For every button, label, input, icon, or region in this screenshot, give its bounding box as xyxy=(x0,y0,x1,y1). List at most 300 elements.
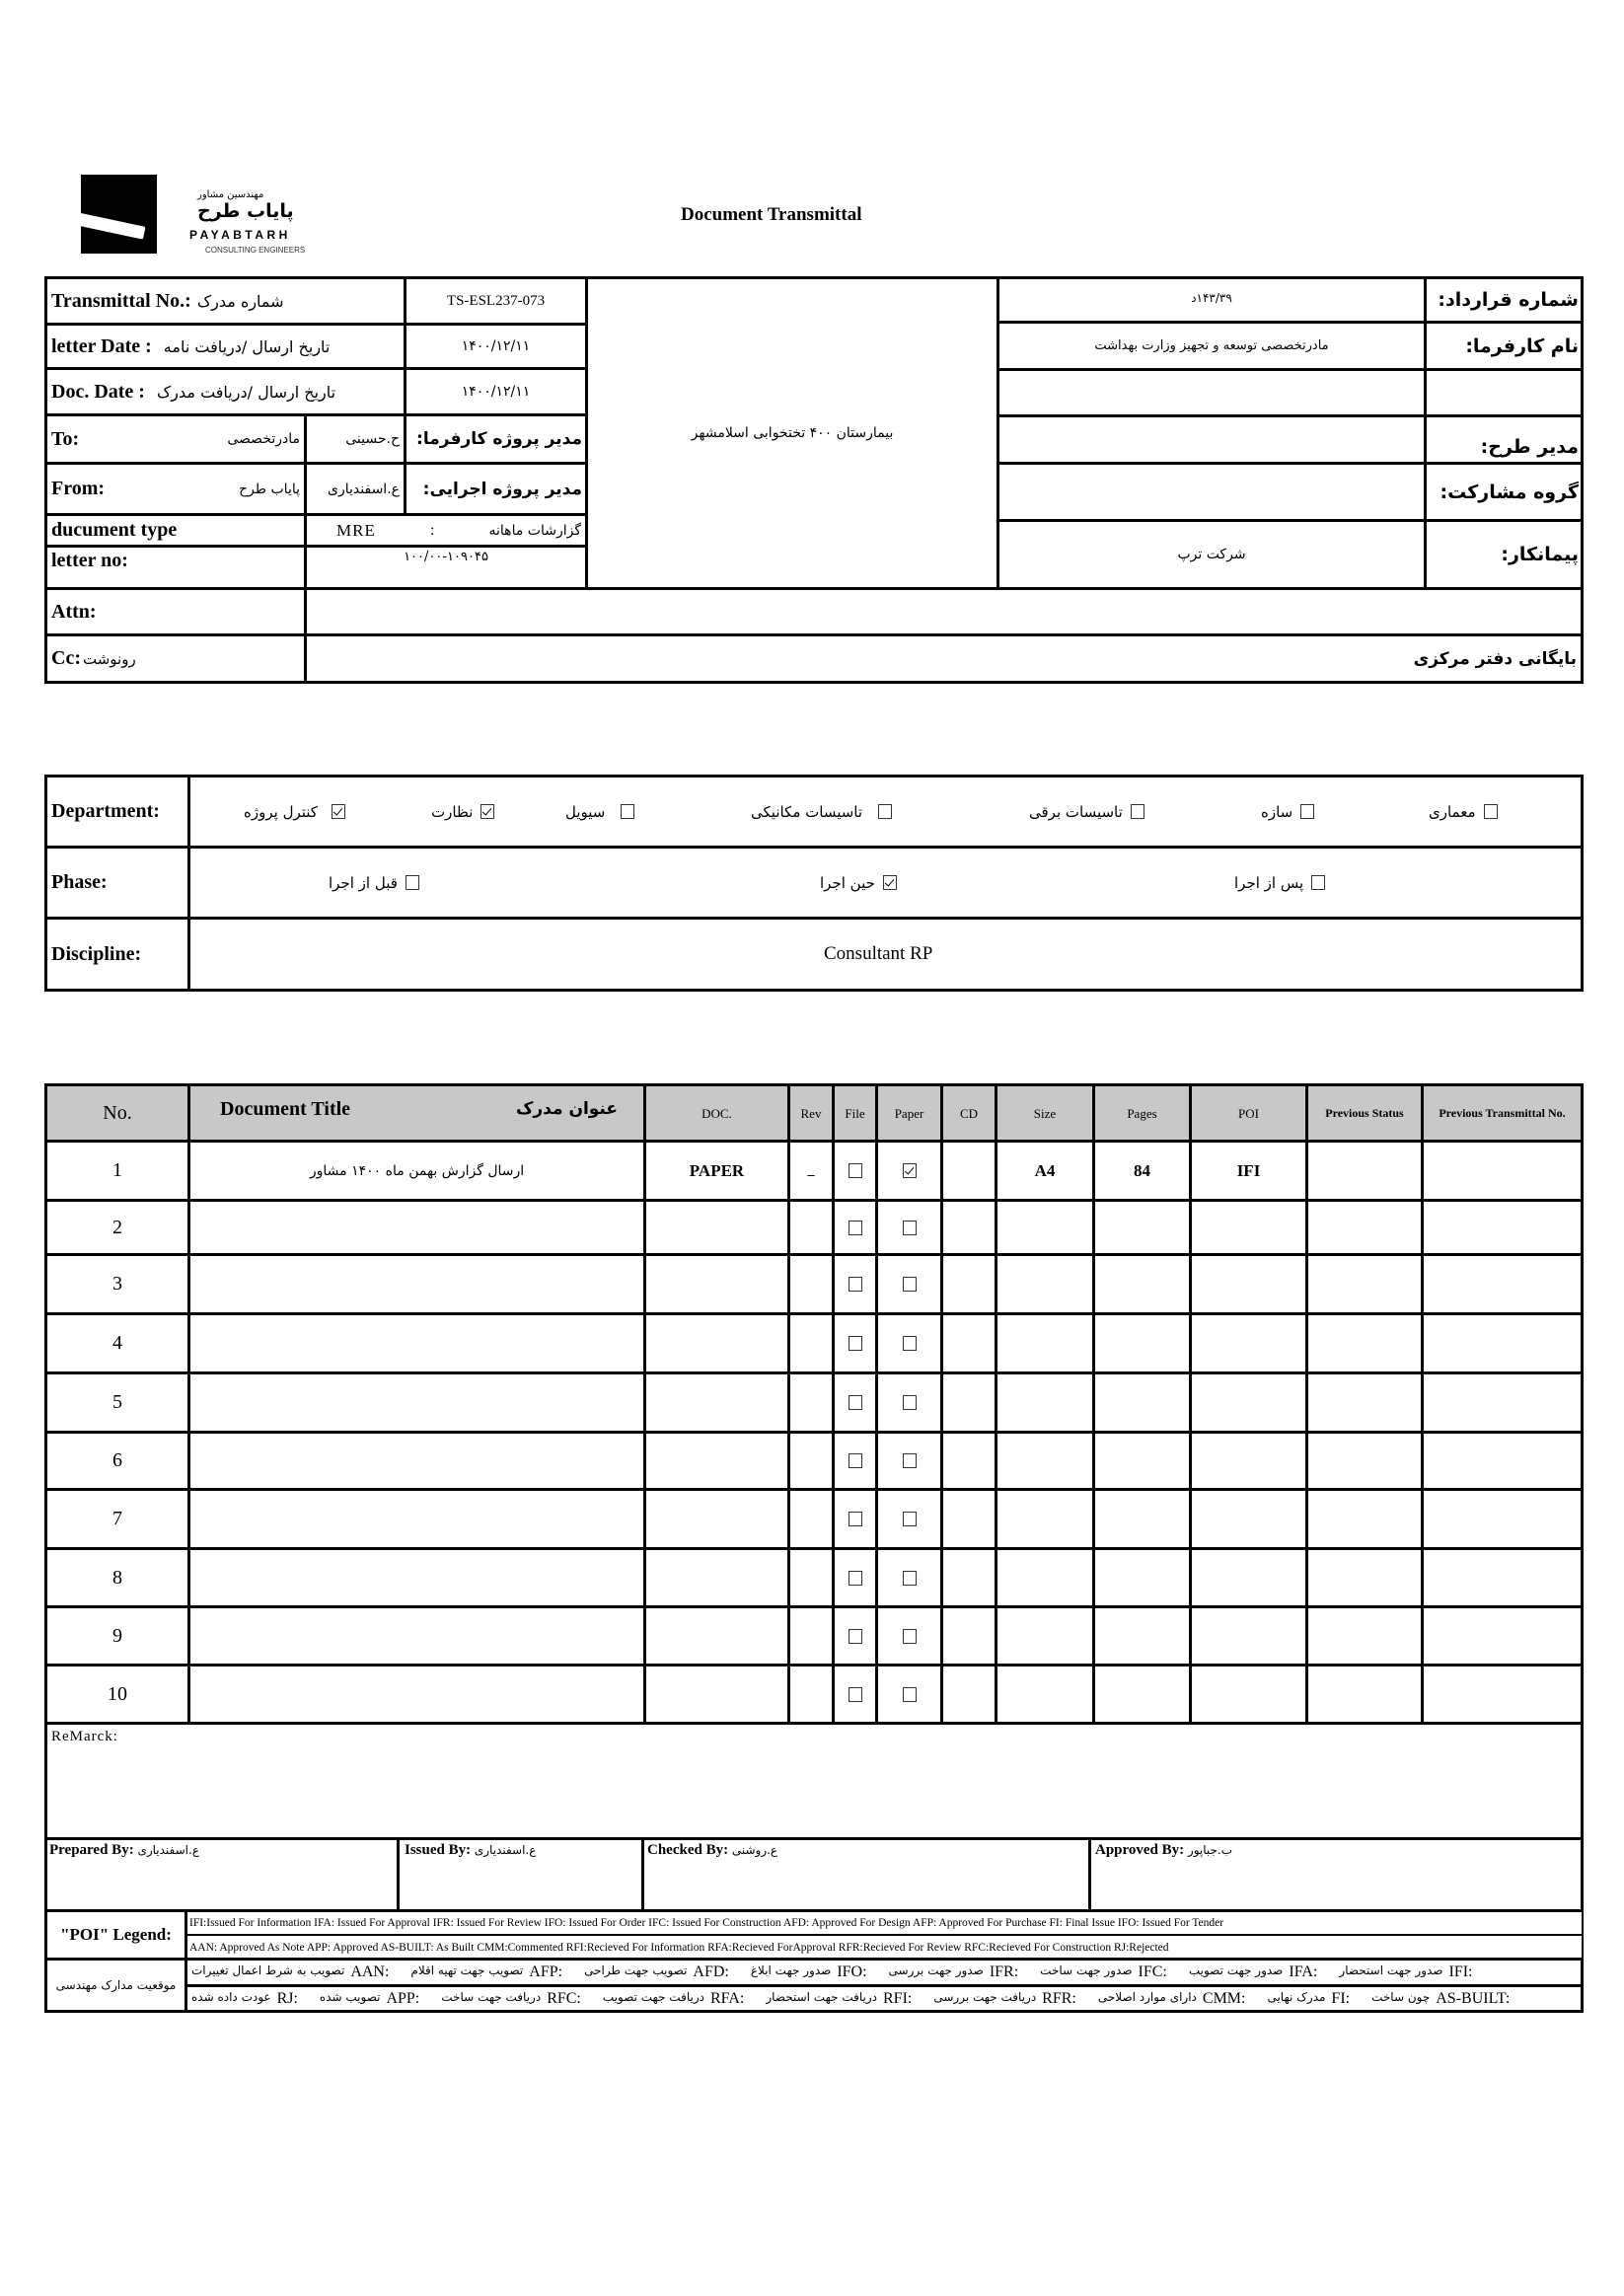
checkbox[interactable] xyxy=(849,1687,862,1702)
issued-by-label: Issued By: xyxy=(405,1842,472,1858)
prev-status-cell[interactable] xyxy=(1305,1140,1424,1202)
label: Attn: xyxy=(51,600,97,623)
to-role-label: مدیر پروژه کارفرما: xyxy=(416,429,582,449)
document-title-cell[interactable] xyxy=(187,1312,646,1374)
row-number: 3 xyxy=(44,1253,190,1315)
company-logo-mark xyxy=(81,175,157,254)
checked-by-label: Checked By: xyxy=(647,1842,729,1858)
cd-cell[interactable] xyxy=(940,1605,997,1666)
employer-value: مادرتخصصی توسعه و تجهیز وزارت بهداشت xyxy=(997,321,1427,371)
divider xyxy=(1088,1837,1091,1911)
size-cell[interactable] xyxy=(995,1371,1095,1434)
from-org: پایاب طرح xyxy=(239,481,300,497)
column-header-paper: Paper xyxy=(875,1083,943,1143)
prev-transmittal-cell[interactable] xyxy=(1421,1488,1584,1550)
size-cell[interactable] xyxy=(995,1605,1095,1666)
prev-transmittal-cell[interactable] xyxy=(1421,1253,1584,1315)
option-label: پس از اجرا xyxy=(1234,873,1304,892)
paper-checkbox-cell[interactable] xyxy=(875,1312,943,1374)
dept-option-electrical[interactable] xyxy=(1029,803,1144,821)
doc-cell[interactable] xyxy=(643,1605,790,1666)
size-cell[interactable] xyxy=(995,1199,1095,1256)
checkbox[interactable] xyxy=(903,1277,917,1292)
checkbox-checked[interactable] xyxy=(480,804,494,819)
document-title-cell[interactable] xyxy=(187,1431,646,1491)
cd-cell[interactable] xyxy=(940,1547,997,1608)
rev-cell[interactable]: _ xyxy=(787,1140,835,1202)
document-title-cell[interactable] xyxy=(187,1664,646,1725)
legend-text: صدور جهت تصویب xyxy=(1188,1963,1284,1977)
checkbox[interactable] xyxy=(903,1571,917,1586)
size-cell[interactable] xyxy=(995,1664,1095,1725)
doc-type-fa: گزارشات ماهانه xyxy=(488,522,581,539)
document-title-cell[interactable] xyxy=(187,1199,646,1256)
label: گروه مشارکت: xyxy=(1439,481,1579,503)
checkbox[interactable] xyxy=(1300,804,1314,819)
discipline-label xyxy=(44,917,190,992)
rev-cell[interactable] xyxy=(787,1371,835,1434)
dept-option-project-control[interactable] xyxy=(244,803,345,821)
document-title-cell[interactable] xyxy=(187,1605,646,1666)
checkbox[interactable] xyxy=(1484,804,1498,819)
poi-legend-line1 xyxy=(185,1909,1584,1936)
from-person-name: ع.اسفندیاری xyxy=(328,481,400,497)
row-number: 10 xyxy=(44,1664,190,1725)
checkbox[interactable] xyxy=(903,1336,917,1351)
prev-transmittal-cell[interactable] xyxy=(1421,1140,1584,1202)
prepared-by-name: ع.اسفندیاری xyxy=(137,1843,199,1857)
pages-cell[interactable] xyxy=(1092,1199,1192,1256)
page-title: Document Transmittal xyxy=(681,204,862,225)
from-label: From: xyxy=(51,478,106,499)
legend-entry xyxy=(320,1990,419,2008)
pages-cell[interactable] xyxy=(1092,1605,1192,1666)
legend-text: صدور جهت ابلاغ xyxy=(750,1963,832,1977)
poi-cell[interactable] xyxy=(1189,1199,1308,1256)
checkbox[interactable] xyxy=(878,804,892,819)
file-checkbox-cell[interactable] xyxy=(832,1605,878,1666)
legend-code: AFP: xyxy=(529,1963,563,1980)
logo-fa-subtitle: مهندسین مشاور xyxy=(197,189,264,200)
checkbox-checked[interactable] xyxy=(903,1163,917,1178)
remark-box[interactable] xyxy=(44,1722,1584,1840)
legend-code: RFA: xyxy=(709,1989,745,2007)
legend-text: عودت داده شده xyxy=(191,1989,271,2004)
file-checkbox-cell[interactable] xyxy=(832,1547,878,1608)
paper-checkbox-cell[interactable] xyxy=(875,1605,943,1666)
column-header-prev-status: Previous Status xyxy=(1305,1083,1424,1143)
legend-code: RFC: xyxy=(547,1989,581,2007)
document-type-label xyxy=(44,513,307,548)
label: Phase: xyxy=(51,871,108,893)
checkbox[interactable] xyxy=(849,1629,862,1644)
letter-date-value: ۱۴۰۰/۱۲/۱۱ xyxy=(404,323,588,370)
legend-code: IFR: xyxy=(989,1963,1019,1980)
doc-cell[interactable] xyxy=(643,1253,790,1315)
size-cell[interactable] xyxy=(995,1431,1095,1491)
paper-checkbox-cell[interactable] xyxy=(875,1431,943,1491)
paper-checkbox-cell[interactable] xyxy=(875,1664,943,1725)
divider xyxy=(641,1837,644,1911)
option-label: تاسیسات مکانیکی xyxy=(751,802,863,821)
poi-cell[interactable] xyxy=(1189,1431,1308,1491)
poi-legend-line2 xyxy=(185,1934,1584,1961)
pages-cell[interactable] xyxy=(1092,1312,1192,1374)
size-cell[interactable] xyxy=(995,1547,1095,1608)
document-title-cell[interactable] xyxy=(187,1371,646,1434)
title-en: Document Title xyxy=(220,1097,351,1120)
checkbox[interactable] xyxy=(1311,875,1325,890)
legend-entry xyxy=(603,1990,744,2008)
letter-no-label xyxy=(44,545,307,590)
doc-cell[interactable] xyxy=(643,1199,790,1256)
prepared-by xyxy=(49,1842,199,1859)
paper-checkbox-cell[interactable] xyxy=(875,1253,943,1315)
paper-checkbox-cell[interactable] xyxy=(875,1488,943,1550)
department-options xyxy=(187,775,1584,849)
logo-fa-name: پایاب طرح xyxy=(197,200,294,222)
prev-status-cell[interactable] xyxy=(1305,1431,1424,1491)
legend-entry xyxy=(933,1990,1076,2008)
doc-type-sep: : xyxy=(429,521,435,539)
partnership-value xyxy=(997,462,1427,522)
prev-transmittal-cell[interactable] xyxy=(1421,1431,1584,1491)
legend-code: RFR: xyxy=(1042,1989,1076,2007)
doc-cell[interactable] xyxy=(643,1547,790,1608)
poi-cell[interactable] xyxy=(1189,1253,1308,1315)
rev-cell[interactable] xyxy=(787,1664,835,1725)
doc-cell[interactable] xyxy=(643,1431,790,1491)
dept-option-structure[interactable] xyxy=(1261,803,1314,821)
cd-cell[interactable] xyxy=(940,1431,997,1491)
file-checkbox-cell[interactable] xyxy=(832,1431,878,1491)
column-header-no: No. xyxy=(44,1083,190,1143)
size-cell[interactable] xyxy=(995,1253,1095,1315)
letter-no-value: ۱۰۰/۰۰-۱۰۹۰۴۵ xyxy=(304,545,588,590)
to-person-name: ح.حسینی xyxy=(345,431,400,447)
legend-text: تصویب جهت طراحی xyxy=(584,1963,688,1977)
legend-entry xyxy=(1371,1990,1510,2008)
checkbox[interactable] xyxy=(849,1221,862,1235)
pages-cell[interactable] xyxy=(1092,1488,1192,1550)
checkbox[interactable] xyxy=(849,1163,862,1178)
approved-by-label: Approved By: xyxy=(1095,1842,1185,1858)
transmittal-no-value: TS-ESL237-073 xyxy=(404,276,588,326)
dept-option-mechanical[interactable] xyxy=(751,803,892,821)
legend-text: IFI:Issued For Information IFA: Issued For Approval IFR: Issued For Review IFO: Issued For Order IFC: Issued For Construction AFD: Approved For Design AFP: Approved For Purchase FI: Final Issue IFO: Issued For Tender xyxy=(189,1916,1224,1929)
to-person xyxy=(304,413,406,465)
label: پیمانکار: xyxy=(1501,544,1579,565)
letter-date-label xyxy=(44,323,406,370)
document-title-cell[interactable] xyxy=(187,1547,646,1608)
poi-cell[interactable] xyxy=(1189,1371,1308,1434)
contract-no-value: ۱۴۳/۳۹د xyxy=(997,276,1427,324)
legend-code: IFA: xyxy=(1289,1963,1318,1980)
paper-checkbox-cell[interactable] xyxy=(875,1371,943,1434)
logo-en-subtitle: CONSULTING ENGINEERS xyxy=(205,246,306,255)
poi-cell[interactable]: IFI xyxy=(1189,1140,1308,1202)
checkbox[interactable] xyxy=(903,1629,917,1644)
row-number: 7 xyxy=(44,1488,190,1550)
doc-cell[interactable] xyxy=(643,1312,790,1374)
prepared-by-label: Prepared By: xyxy=(49,1842,134,1858)
column-header-cd: CD xyxy=(940,1083,997,1143)
legend-text: دارای موارد اصلاحی xyxy=(1097,1989,1197,2004)
row-number: 6 xyxy=(44,1431,190,1491)
legend-code: IFC: xyxy=(1138,1963,1167,1980)
pages-cell[interactable] xyxy=(1092,1547,1192,1608)
file-checkbox-cell[interactable] xyxy=(832,1371,878,1434)
legend-entry xyxy=(191,1963,389,1981)
phase-options xyxy=(187,846,1584,920)
pages-cell[interactable] xyxy=(1092,1664,1192,1725)
column-header-size: Size xyxy=(995,1083,1095,1143)
size-cell[interactable] xyxy=(995,1312,1095,1374)
label: مدیر طرح: xyxy=(1480,435,1579,458)
paper-checkbox-cell[interactable] xyxy=(875,1199,943,1256)
doc-type-code: MRE xyxy=(336,520,376,540)
doc-date-value: ۱۴۰۰/۱۲/۱۱ xyxy=(404,367,588,416)
legend-code: AS-BUILT: xyxy=(1436,1989,1511,2007)
legend-entry xyxy=(410,1963,562,1981)
dept-option-supervision[interactable] xyxy=(431,803,494,821)
cc-recipient: بایگانی دفتر مرکزی xyxy=(1413,648,1577,669)
contractor-label xyxy=(1424,519,1584,590)
checkbox[interactable] xyxy=(406,875,419,890)
doc-date-label xyxy=(44,367,406,416)
legend-text: صدور جهت بررسی xyxy=(888,1963,984,1977)
divider xyxy=(1581,1837,1584,1911)
legend-text: دریافت جهت استحضار xyxy=(766,1989,877,2004)
option-label: قبل از اجرا xyxy=(329,873,398,892)
label-en: Cc: xyxy=(51,647,81,669)
size-cell[interactable]: A4 xyxy=(995,1140,1095,1202)
label-fa: تاریخ ارسال /دریافت نامه xyxy=(163,336,331,356)
fa-legend-label xyxy=(44,1958,187,2013)
to-row xyxy=(44,413,307,465)
checkbox[interactable] xyxy=(849,1277,862,1292)
cd-cell[interactable] xyxy=(940,1371,997,1434)
prev-transmittal-cell[interactable] xyxy=(1421,1547,1584,1608)
project-name: بیمارستان ۴۰۰ تختخوابی اسلامشهر xyxy=(585,276,999,590)
doc-cell[interactable] xyxy=(643,1371,790,1434)
option-label: حین اجرا xyxy=(820,873,875,892)
file-checkbox-cell[interactable] xyxy=(832,1488,878,1550)
label-en: letter Date : xyxy=(51,334,152,357)
option-label: تاسیسات برقی xyxy=(1029,802,1123,821)
label: موقعیت مدارک مهندسی xyxy=(55,1978,177,1992)
pages-cell[interactable] xyxy=(1092,1253,1192,1315)
prev-status-cell[interactable] xyxy=(1305,1312,1424,1374)
cd-cell[interactable] xyxy=(940,1140,997,1202)
prev-status-cell[interactable] xyxy=(1305,1664,1424,1725)
blank-row-label xyxy=(1424,368,1584,417)
checkbox[interactable] xyxy=(903,1453,917,1468)
option-label: کنترل پروژه xyxy=(244,802,318,821)
prev-status-cell[interactable] xyxy=(1305,1605,1424,1666)
discipline-value: Consultant RP xyxy=(187,917,1584,992)
rev-cell[interactable] xyxy=(787,1488,835,1550)
prev-transmittal-cell[interactable] xyxy=(1421,1199,1584,1256)
row-number: 4 xyxy=(44,1312,190,1374)
label: Discipline: xyxy=(51,942,142,965)
from-role xyxy=(404,462,588,516)
label-fa: رونوشت xyxy=(82,649,136,668)
legend-text: صدور جهت استحضار xyxy=(1339,1963,1443,1977)
legend-code: AFD: xyxy=(693,1963,729,1980)
phase-option-during[interactable] xyxy=(820,874,897,892)
legend-code: RJ: xyxy=(276,1989,298,2007)
from-row xyxy=(44,462,307,516)
column-header-prev-transmittal: Previous Transmittal No. xyxy=(1421,1083,1584,1143)
document-title-cell[interactable] xyxy=(187,1253,646,1315)
legend-code: CMM: xyxy=(1202,1989,1246,2007)
legend-text: AAN: Approved As Note APP: Approved AS-BUILT: As Built CMM:Commented RFI:Recieved For Information RFA:Recieved ForApproval RFR:Recieved For Review RFC:Recieved For Construction RJ:Rejected xyxy=(189,1941,1169,1954)
checkbox[interactable] xyxy=(849,1512,862,1526)
rev-cell[interactable] xyxy=(787,1431,835,1491)
label-en: letter no: xyxy=(51,550,128,571)
rev-cell[interactable] xyxy=(787,1605,835,1666)
poi-cell[interactable] xyxy=(1189,1605,1308,1666)
doc-cell[interactable]: PAPER xyxy=(643,1140,790,1202)
divider xyxy=(44,1837,47,1911)
file-checkbox-cell[interactable] xyxy=(832,1253,878,1315)
legend-entry xyxy=(1339,1963,1472,1981)
option-label: سازه xyxy=(1261,802,1293,821)
column-header-file: File xyxy=(832,1083,878,1143)
checkbox[interactable] xyxy=(849,1453,862,1468)
issued-by xyxy=(405,1842,536,1859)
file-checkbox-cell[interactable] xyxy=(832,1140,878,1202)
checkbox[interactable] xyxy=(903,1395,917,1410)
checked-by xyxy=(647,1842,777,1859)
row-number: 8 xyxy=(44,1547,190,1608)
department-label xyxy=(44,775,190,849)
rev-cell[interactable] xyxy=(787,1253,835,1315)
cc-label xyxy=(44,633,307,684)
prev-status-cell[interactable] xyxy=(1305,1371,1424,1434)
prev-status-cell[interactable] xyxy=(1305,1199,1424,1256)
row-number: 1 xyxy=(44,1140,190,1202)
checked-by-name: ع.روشنی xyxy=(731,1843,778,1857)
rev-cell[interactable] xyxy=(787,1199,835,1256)
prev-status-cell[interactable] xyxy=(1305,1488,1424,1550)
poi-cell[interactable] xyxy=(1189,1547,1308,1608)
cd-cell[interactable] xyxy=(940,1253,997,1315)
legend-text: تصویب جهت تهیه اقلام xyxy=(410,1963,524,1977)
checkbox[interactable] xyxy=(903,1512,917,1526)
pages-cell[interactable] xyxy=(1092,1371,1192,1434)
checkbox-checked[interactable] xyxy=(883,875,897,890)
pages-cell[interactable]: 84 xyxy=(1092,1140,1192,1202)
column-header-pages: Pages xyxy=(1092,1083,1192,1143)
rev-cell[interactable] xyxy=(787,1547,835,1608)
option-label: معماری xyxy=(1429,802,1476,821)
cd-cell[interactable] xyxy=(940,1199,997,1256)
file-checkbox-cell[interactable] xyxy=(832,1199,878,1256)
checkbox-checked[interactable] xyxy=(332,804,345,819)
attn-value xyxy=(304,587,1584,636)
prev-transmittal-cell[interactable] xyxy=(1421,1371,1584,1434)
checkbox[interactable] xyxy=(903,1221,917,1235)
legend-text: مدرک نهایی xyxy=(1267,1989,1326,2004)
row-number: 2 xyxy=(44,1199,190,1256)
legend-code: RFI: xyxy=(883,1989,913,2007)
legend-entry xyxy=(1098,1990,1246,2008)
doc-cell[interactable] xyxy=(643,1488,790,1550)
cd-cell[interactable] xyxy=(940,1312,997,1374)
legend-code: FI: xyxy=(1331,1989,1351,2007)
size-cell[interactable] xyxy=(995,1488,1095,1550)
label-en: ducument type xyxy=(51,519,178,541)
prev-status-cell[interactable] xyxy=(1305,1547,1424,1608)
row-number: 9 xyxy=(44,1605,190,1666)
checkbox[interactable] xyxy=(621,804,634,819)
file-checkbox-cell[interactable] xyxy=(832,1664,878,1725)
divider xyxy=(397,1837,400,1911)
poi-cell[interactable] xyxy=(1189,1312,1308,1374)
legend-text: دریافت جهت تصویب xyxy=(602,1989,704,2004)
dept-option-architecture[interactable] xyxy=(1429,803,1498,821)
poi-legend-label: "POI" Legend: xyxy=(44,1909,187,1961)
label-fa: تاریخ ارسال /دریافت مدرک xyxy=(156,382,336,402)
column-header-poi: POI xyxy=(1189,1083,1308,1143)
phase-option-before[interactable] xyxy=(329,874,419,892)
dept-option-civil[interactable] xyxy=(565,803,634,821)
legend-entry xyxy=(1040,1963,1167,1981)
transmittal-no-label xyxy=(44,276,406,326)
prev-status-cell[interactable] xyxy=(1305,1253,1424,1315)
checkbox[interactable] xyxy=(849,1571,862,1586)
checkbox[interactable] xyxy=(849,1336,862,1351)
label: نام کارفرما: xyxy=(1465,334,1579,357)
legend-text: صدور جهت ساخت xyxy=(1040,1963,1133,1977)
rev-cell[interactable] xyxy=(787,1312,835,1374)
file-checkbox-cell[interactable] xyxy=(832,1312,878,1374)
legend-text: تصویب شده xyxy=(319,1989,381,2004)
to-role xyxy=(404,413,588,465)
from-role-label: مدیر پروژه اجرایی: xyxy=(422,479,582,499)
checkbox[interactable] xyxy=(903,1687,917,1702)
document-title-cell[interactable]: ارسال گزارش بهمن ماه ۱۴۰۰ مشاور xyxy=(187,1140,646,1202)
legend-text: تصویب به شرط اعمال تغییرات xyxy=(191,1963,345,1977)
paper-checkbox-cell[interactable] xyxy=(875,1140,943,1202)
employer-label xyxy=(1424,321,1584,371)
poi-cell[interactable] xyxy=(1189,1664,1308,1725)
cd-cell[interactable] xyxy=(940,1664,997,1725)
cd-cell[interactable] xyxy=(940,1488,997,1550)
label-en: Transmittal No.: xyxy=(51,289,191,312)
document-title-cell[interactable] xyxy=(187,1488,646,1550)
phase-option-after[interactable] xyxy=(1234,874,1325,892)
checkbox[interactable] xyxy=(1131,804,1144,819)
legend-entry xyxy=(766,1990,912,2008)
row-number: 5 xyxy=(44,1371,190,1434)
document-type-value xyxy=(304,513,588,548)
prev-transmittal-cell[interactable] xyxy=(1421,1605,1584,1666)
prev-transmittal-cell[interactable] xyxy=(1421,1312,1584,1374)
pages-cell[interactable] xyxy=(1092,1431,1192,1491)
prev-transmittal-cell[interactable] xyxy=(1421,1664,1584,1725)
checkbox[interactable] xyxy=(849,1395,862,1410)
poi-cell[interactable] xyxy=(1189,1488,1308,1550)
to-label: To: xyxy=(51,427,80,450)
legend-code: AAN: xyxy=(350,1963,390,1980)
paper-checkbox-cell[interactable] xyxy=(875,1547,943,1608)
fa-legend-line2 xyxy=(185,1984,1584,2013)
title-fa: عنوان مدرک xyxy=(515,1098,618,1119)
doc-cell[interactable] xyxy=(643,1664,790,1725)
